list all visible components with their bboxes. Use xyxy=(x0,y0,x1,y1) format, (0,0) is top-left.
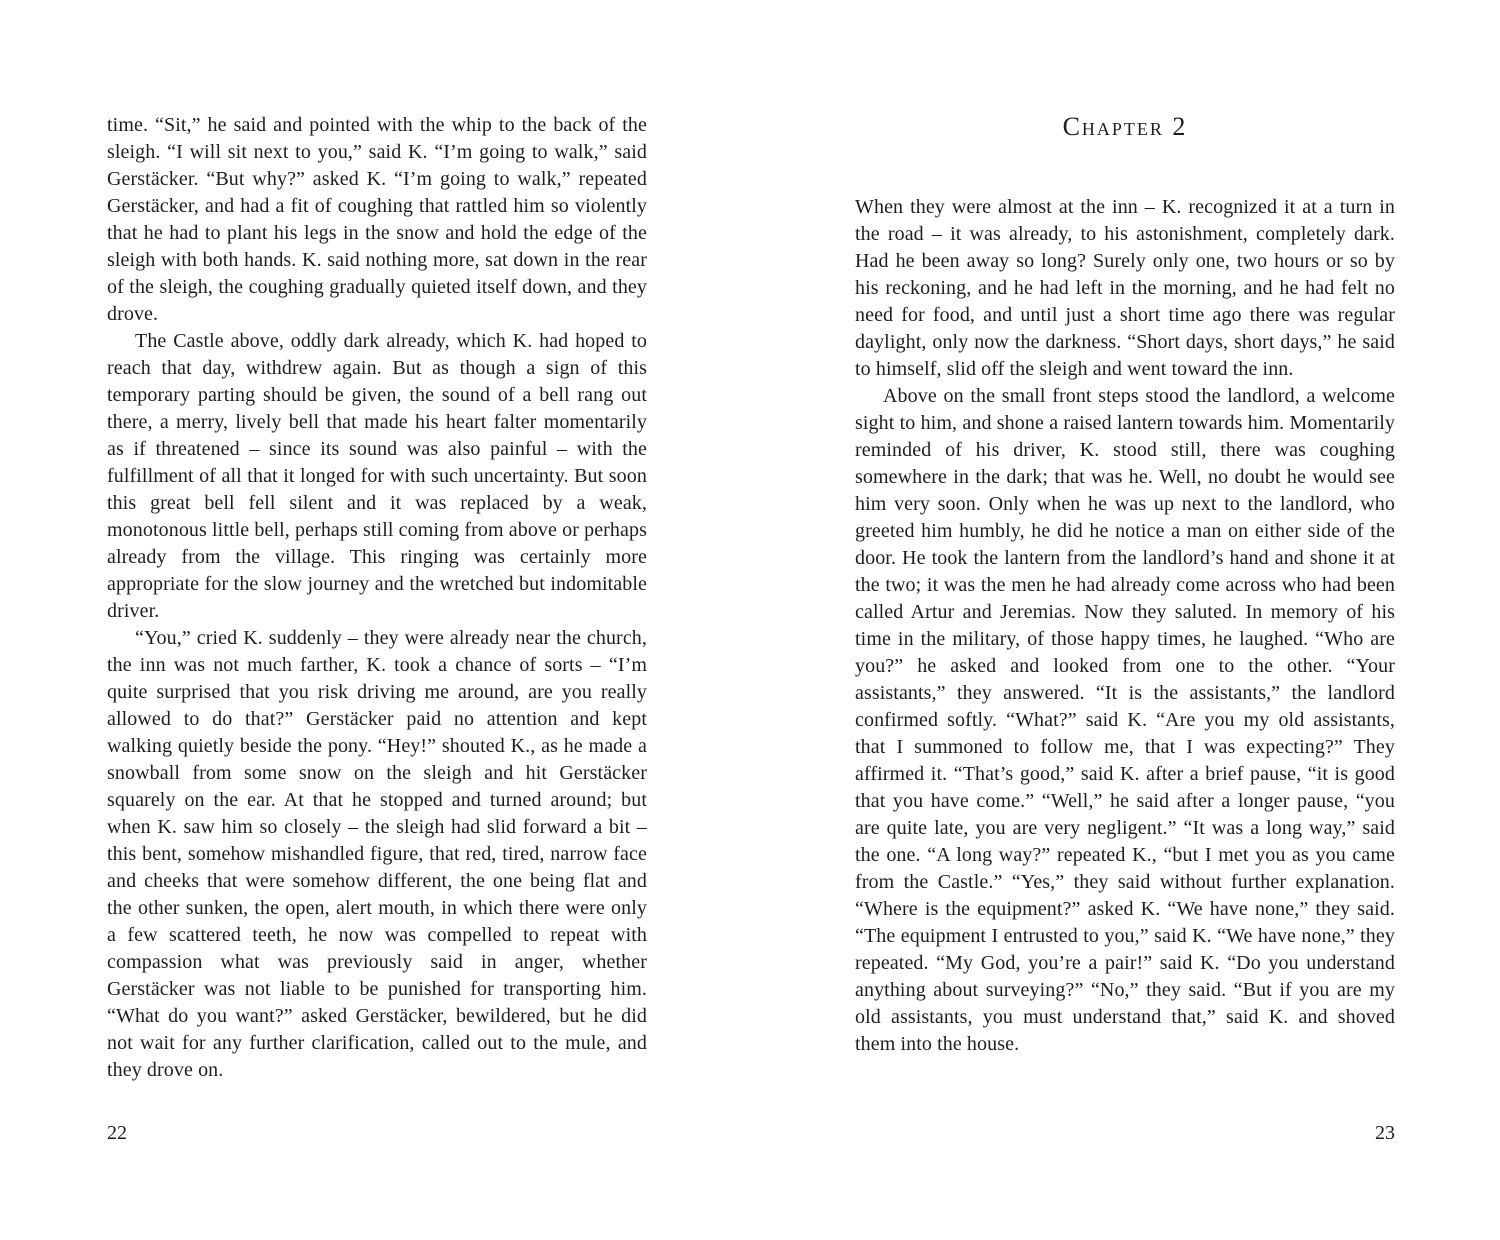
paragraph: Above on the small front steps stood the landlord, a welcome sight to him, and shone a raised lantern towards him. Momentarily reminded of his driver, K. stood still, there was coughing somewhere in the dark; that was he. Well, no doubt he would see him very soon. Only when he was up next to the landlord, who greeted him humbly, he did he notice a man on either side of the door. He took the lantern from the landlord’s hand and shone it at the two; it was the men he had already come across who had been called Artur and Jeremias. Now they saluted. In memory of his time in the military, of those happy times, he laughed. “Who are you?” he asked and looked from one to the other. “Your assistants,” they answered. “It is the assistants,” the landlord confirmed softly. “What?” said K. “Are you my old assistants, that I summoned to follow me, that I was expecting?” They affirmed it. “That’s good,” said K. after a brief pause, “it is good that you have come.” “Well,” he said after a longer pause, “you are quite late, you are very negligent.” “It was a long way,” said the one. “A long way?” repeated K., “but I met you as you came from the Castle.” “Yes,” they said without further explanation. “Where is the equipment?” asked K. “We have none,” they said. “The equipment I entrusted to you,” said K. “We have none,” they repeated. “My God, you’re a pair!” said K. “Do you understand anything about surveying?” “No,” they said. “But if you are my old assistants, you must understand that,” said K. and shoved them into the house. xyxy=(855,385,1395,1055)
paragraph: “You,” cried K. suddenly – they were already near the church, the inn was not much farther, K. took a chance of sorts – “I’m quite surprised that you risk driving me around, are you really allowed to do that?” Gerstäcker paid no attention and kept walking quietly beside the pony. “Hey!” shouted K., as he made a snowball from some snow on the sleigh and hit Gerstäcker squarely on the ear. At that he stopped and turned around; but when K. saw him so closely – the sleigh had slid forward a bit – this bent, somehow mishandled figure, that red, tired, narrow face and cheeks that were somehow different, the one being flat and the other sunken, the open, alert mouth, in which there were only a few scattered teeth, he now was compelled to repeat with compassion what was previously said in anger, whether Gerstäcker was not liable to be punished for transporting him. “What do you want?” asked Gerstäcker, bewildered, but he did not wait for any further clarification, called out to the mule, and they drove on. xyxy=(107,627,647,1081)
paragraph: When they were almost at the inn – K. recognized it at a turn in the road – it was already, to his astonishment, completely dark. Had he been away so long? Surely only one, two hours or so by his reckoning, and he had left in the morning, and he had felt no need for food, and until just a short time ago there was regular daylight, only now the darkness. “Short days, short days,” he said to himself, slid off the sleigh and went toward the inn. xyxy=(855,196,1395,380)
page-number-right: 23 xyxy=(1375,1122,1395,1144)
right-page xyxy=(855,112,1395,1058)
paragraph: The Castle above, oddly dark already, which K. had hoped to reach that day, withdrew again. But as though a sign of this temporary parting should be given, the sound of a bell rang out there, a merry, lively bell that made his heart falter momentarily as if threatened – since its sound was also painful – with the fulfillment of all that it longed for with such uncertainty. But soon this great bell fell silent and it was replaced by a weak, monotonous little bell, perhaps still coming from above or perhaps already from the village. This ringing was certainly more appropriate for the slow journey and the wretched but indomitable driver. xyxy=(107,330,647,622)
chapter-heading: Chapter 2 xyxy=(1062,112,1188,141)
paragraph: time. “Sit,” he said and pointed with the whip to the back of the sleigh. “I will sit next to you,” said K. “I’m going to walk,” said Gerstäcker. “But why?” asked K. “I’m going to walk,” repeated Gerstäcker, and had a fit of coughing that rattled him so violently that he had to plant his legs in the snow and hold the edge of the sleigh with both hands. K. said nothing more, sat down in the rear of the sleigh, the coughing gradually quieted itself down, and they drove. xyxy=(107,114,647,325)
left-page xyxy=(107,112,647,1084)
page-number-left: 22 xyxy=(107,1122,127,1144)
